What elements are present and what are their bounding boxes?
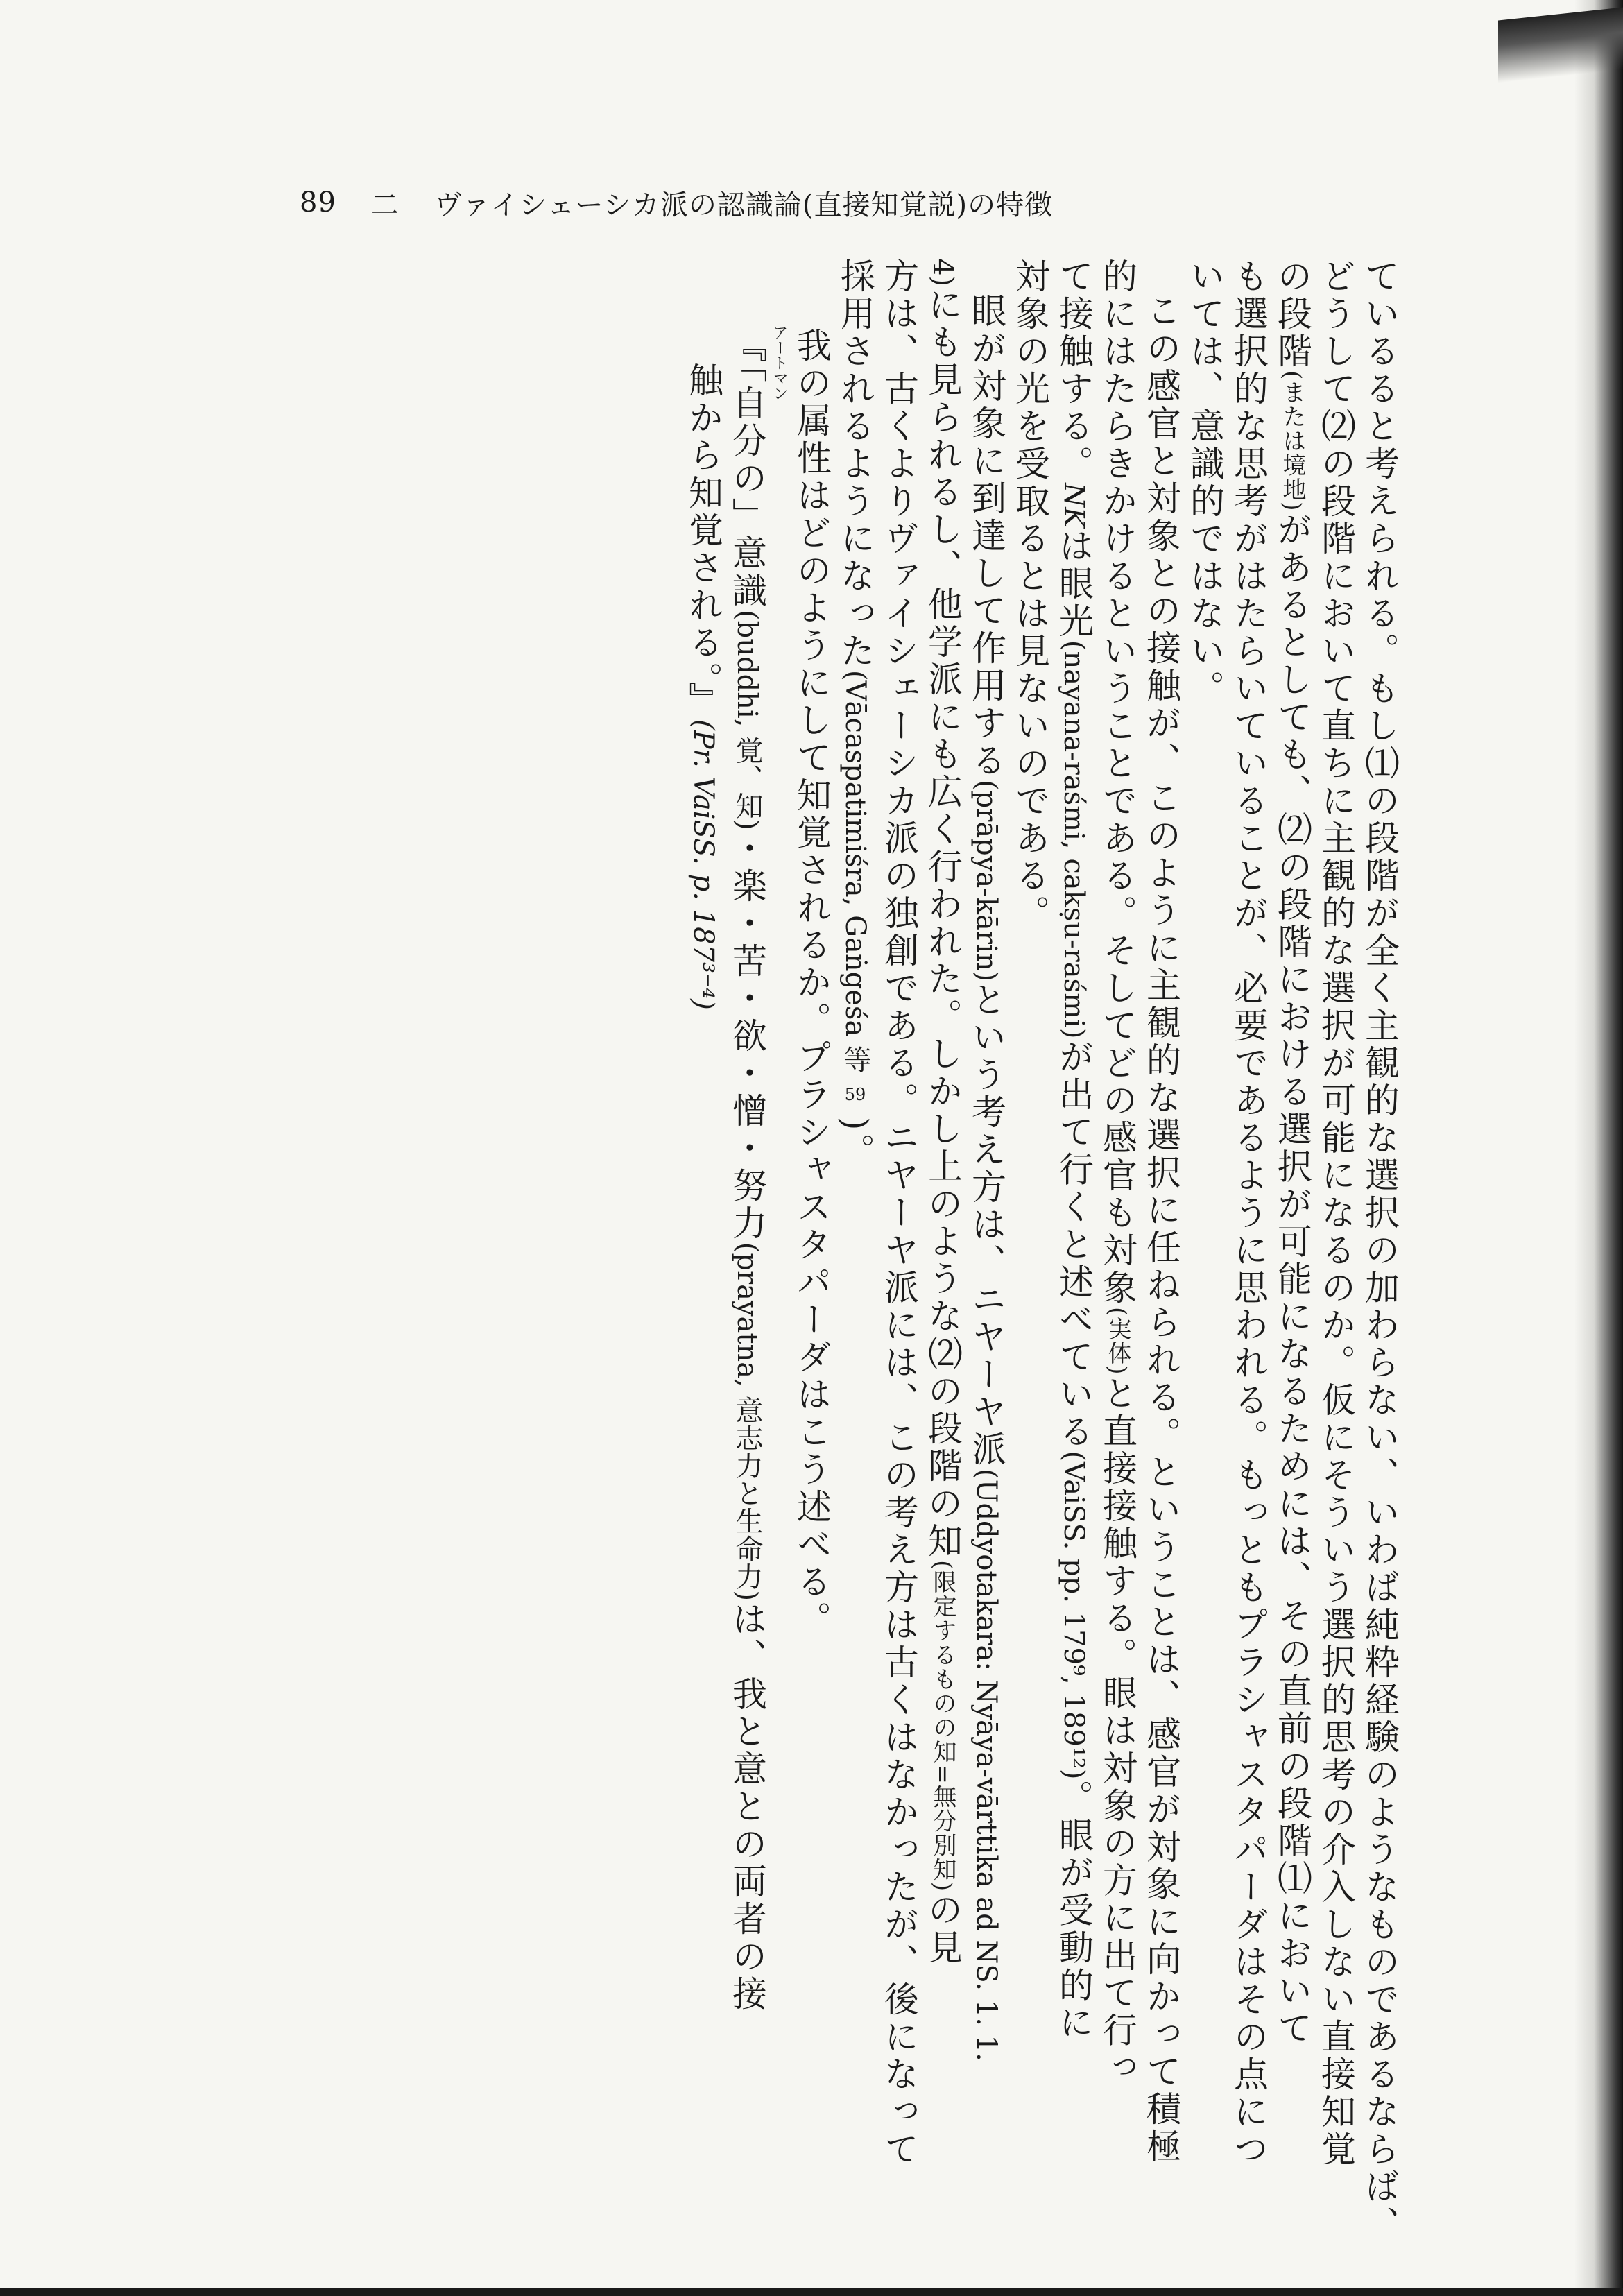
page-corner-shadow xyxy=(1498,8,1623,83)
text-line: 方は、古くよりヴァイシェーシカ派の独創である。ニヤーヤ派には、この考え方は古くはなかったが、後になって xyxy=(879,258,919,2168)
text-line: 採用されるようになった(Vācaspatimiśra, Gaṅgeśa 等59)。 xyxy=(835,258,875,1171)
text-line: 対象の光を受取るとは見ないのである。 xyxy=(1010,258,1050,932)
page-number: 89 xyxy=(300,187,336,219)
text-line: どうして⑵の段階において直ちに主観的な選択が可能になるのか。仮にそういう選択的思考の介入しない直接知覚 xyxy=(1316,258,1356,2168)
ruby-reading: アートマン xyxy=(771,325,788,401)
text-line: 我 アートマン の属性はどのようにして知覚されるか。プラシャスタパーダはこう述べる。 xyxy=(789,258,833,2242)
text-line: この感官と対象との接触が、このように主観的な選択に任ねられる。ということは、感官が対象に向かって積極 xyxy=(1141,293,1181,2166)
text-line: 的にはたらきかけるということである。そしてどの感官も対象(実体)と直接接触する。眼は対象の方に出て行っ xyxy=(1097,258,1137,2087)
text-line: の段階(または境地)があるとしても、⑵の段階における選択が可能になるためには、その直前の段階⑴において xyxy=(1272,258,1312,2048)
chapter-title: ヴァイシェーシカ派の認識論(直接知覚説)の特徴 xyxy=(433,189,1054,221)
text-line: も選択的な思考がはたらいていることが、必要であるように思われる。もっともプラシャスタパーダはその点につ xyxy=(1228,258,1269,2168)
chapter-number: 二 xyxy=(370,189,400,221)
text-line: ているると考えられる。もし⑴の段階が全く主観的な選択の加わらない、いわば純粋経験のようなものであるならば、 xyxy=(1359,258,1400,2243)
text-line: て接触する。NKは眼光(nayana-raśmi, cakṣu-raśmi)が出て行くと述べている(VaiSS. pp. 179⁹, 189¹²)。眼が受動的に xyxy=(1054,258,1094,2042)
footnote-marker: 59 xyxy=(844,1085,866,1105)
quote-line: 触から知覚される。』(Pr. VaiSS. p. 187³⁻⁴) xyxy=(683,362,723,1010)
running-header xyxy=(300,182,1479,223)
text-line: 4)にも見られるし、他学派にも広く行われた。しかし上のような⑵の段階の知(限定するものの知=無分別知)の見 xyxy=(922,258,963,1967)
text-line: 眼が対象に到達して作用する(prāpya-kārin)という考え方は、ニヤーヤ派(Uddyotakara: Nyāya-vārttika ad NS. 1. 1. xyxy=(966,293,1006,2062)
page-bottom-edge xyxy=(0,2288,1623,2296)
text-line: いては、意識的ではない。 xyxy=(1185,258,1225,708)
page-edge-shadow xyxy=(1574,0,1623,2296)
body-text xyxy=(180,258,1401,2242)
quote-line: 『「自分の」意識(buddhi, 覚、知)・楽・苦・欲・憎・努力(prayatna, 意志力と生命力)は、我と意との両者の接 xyxy=(727,327,767,2014)
